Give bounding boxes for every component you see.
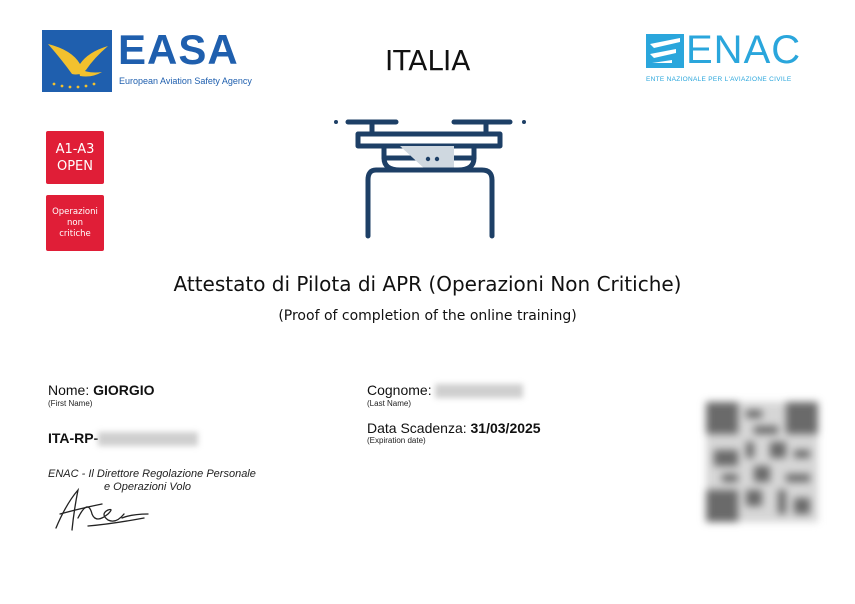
- operations-badge: [46, 195, 104, 251]
- enac-logo: [646, 28, 806, 88]
- first-name-label: Nome:: [48, 382, 90, 398]
- category-badge-line2: OPEN: [56, 158, 93, 174]
- qr-code: [706, 402, 818, 522]
- signature-image: [52, 484, 172, 536]
- easa-wordmark: EASA: [118, 26, 239, 73]
- expiration-field: [367, 420, 541, 436]
- certificate-subtitle: (Proof of completion of the online training): [278, 308, 577, 324]
- enac-mark-icon: [646, 32, 684, 70]
- category-badge: [46, 131, 104, 184]
- expiration-caption: (Expiration date): [367, 436, 426, 445]
- signatory-line2: e Operazioni Volo: [104, 481, 192, 493]
- operations-badge-line1: Operazioni: [52, 206, 98, 217]
- registration-prefix: ITA-RP-: [48, 430, 99, 446]
- registration-redacted: [98, 432, 198, 446]
- drone-icon: [330, 112, 530, 242]
- registration-field: [48, 430, 198, 446]
- last-name-redacted: [435, 384, 523, 398]
- easa-bird-icon: [42, 30, 112, 92]
- first-name-caption: (First Name): [48, 399, 93, 408]
- signatory-line1: ENAC - Il Direttore Regolazione Personale: [48, 468, 256, 480]
- last-name-caption: (Last Name): [367, 399, 412, 408]
- first-name-value: GIORGIO: [93, 382, 155, 398]
- first-name-field: [48, 382, 155, 398]
- certificate-title: Attestato di Pilota di APR (Operazioni Non Critiche): [173, 272, 682, 296]
- expiration-label: Data Scadenza:: [367, 420, 467, 436]
- expiration-value: 31/03/2025: [470, 420, 541, 436]
- category-badge-line1: A1-A3: [55, 141, 95, 157]
- easa-subtitle: European Aviation Safety Agency: [119, 76, 252, 86]
- operations-badge-line3: critiche: [59, 228, 91, 239]
- enac-subtitle: ENTE NAZIONALE PER L'AVIAZIONE CIVILE: [646, 76, 792, 83]
- last-name-field: [367, 382, 523, 398]
- enac-wordmark: ENAC: [686, 28, 802, 72]
- last-name-label: Cognome:: [367, 382, 432, 398]
- country-heading: ITALIA: [385, 44, 471, 77]
- operations-badge-line2: non: [67, 217, 83, 228]
- easa-logo: [42, 26, 254, 92]
